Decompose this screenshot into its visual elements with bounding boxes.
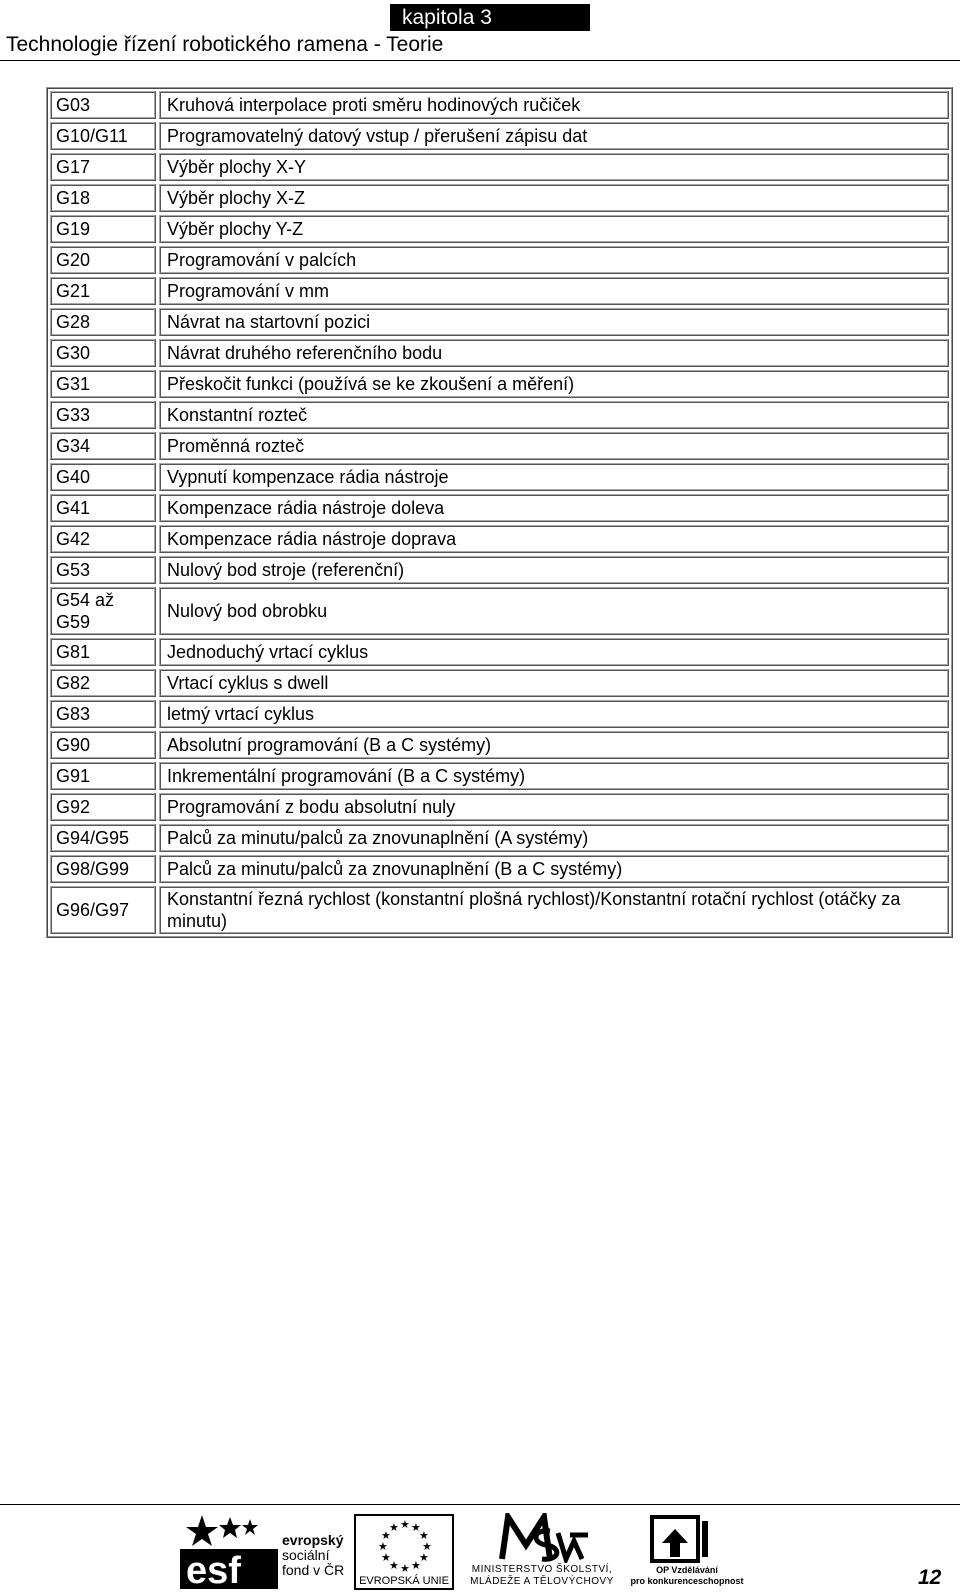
msmt-line-1: MINISTERSTVO ŠKOLSTVÍ,	[471, 1564, 613, 1575]
code-cell: G19	[50, 215, 156, 243]
table-row	[50, 184, 949, 212]
eu-label: EVROPSKÁ UNIE	[359, 1575, 449, 1587]
eu-star-icon: ★	[400, 1518, 410, 1531]
code-cell: G18	[50, 184, 156, 212]
eu-stars-icon	[356, 1516, 452, 1576]
esf-logo	[180, 1513, 350, 1591]
table-row	[50, 638, 949, 666]
table-row	[50, 556, 949, 584]
eu-logo	[354, 1514, 454, 1590]
code-cell: G92	[50, 793, 156, 821]
code-cell: G40	[50, 463, 156, 491]
op-logo	[628, 1513, 746, 1591]
description-cell: Palců za minutu/palců za znovunaplnění (B a C systémy)	[159, 855, 949, 883]
table-row	[50, 401, 949, 429]
chapter-badge: kapitola 3	[390, 4, 590, 31]
code-cell: G91	[50, 762, 156, 790]
table-row	[50, 855, 949, 883]
code-cell: G54 až G59	[50, 587, 156, 635]
code-cell: G28	[50, 308, 156, 336]
table-row	[50, 463, 949, 491]
eu-star-icon: ★	[378, 1540, 388, 1553]
code-cell: G41	[50, 494, 156, 522]
description-cell: letmý vrtací cyklus	[159, 700, 949, 728]
description-cell: Kompenzace rádia nástroje doprava	[159, 525, 949, 553]
eu-star-icon: ★	[419, 1551, 429, 1564]
description-cell: Výběr plochy Y-Z	[159, 215, 949, 243]
table-row	[50, 731, 949, 759]
description-cell: Palců za minutu/palců za znovunaplnění (A systémy)	[159, 824, 949, 852]
code-cell: G42	[50, 525, 156, 553]
msmt-monogram-icon	[462, 1513, 622, 1563]
eu-star-icon: ★	[380, 1529, 391, 1542]
msmt-logo	[462, 1513, 622, 1591]
eu-star-icon: ★	[389, 1520, 399, 1534]
table-row	[50, 308, 949, 336]
description-cell: Programovatelný datový vstup / přerušení zápisu dat	[159, 122, 949, 150]
code-cell: G17	[50, 153, 156, 181]
document-title: Technologie řízení robotického ramena - Teorie	[6, 33, 444, 56]
description-cell: Vypnutí kompenzace rádia nástroje	[159, 463, 949, 491]
code-cell: G03	[50, 91, 156, 119]
table-row	[50, 700, 949, 728]
description-cell: Přeskočit funkci (používá se ke zkoušení a měření)	[159, 370, 949, 398]
code-cell: G20	[50, 246, 156, 274]
description-cell: Kompenzace rádia nástroje doleva	[159, 494, 949, 522]
esf-caption	[282, 1533, 344, 1578]
table-row	[50, 886, 949, 934]
esf-emblem-icon	[180, 1513, 280, 1591]
description-cell: Vrtací cyklus s dwell	[159, 669, 949, 697]
eu-star-icon: ★	[380, 1551, 391, 1564]
description-cell: Konstantní rozteč	[159, 401, 949, 429]
table-row	[50, 432, 949, 460]
description-cell: Nulový bod stroje (referenční)	[159, 556, 949, 584]
table-row	[50, 525, 949, 553]
table-row	[50, 246, 949, 274]
table-row	[50, 824, 949, 852]
description-cell: Konstantní řezná rychlost (konstantní plošná rychlost)/Konstantní rotační rychlost (otáčky za minutu)	[159, 886, 949, 934]
description-cell: Programování z bodu absolutní nuly	[159, 793, 949, 821]
table-row	[50, 215, 949, 243]
code-cell: G34	[50, 432, 156, 460]
table-row	[50, 587, 949, 635]
code-cell: G94/G95	[50, 824, 156, 852]
code-cell: G21	[50, 277, 156, 305]
op-line-1: OP Vzdělávání	[656, 1565, 718, 1575]
esf-line-3: fond v ČR	[282, 1562, 345, 1578]
header-divider	[0, 60, 960, 61]
table-row	[50, 91, 949, 119]
table-row	[50, 277, 949, 305]
description-cell: Výběr plochy X-Y	[159, 153, 949, 181]
g-code-table	[46, 87, 953, 938]
esf-line-2: sociální	[282, 1547, 330, 1563]
code-cell: G81	[50, 638, 156, 666]
table-row	[50, 494, 949, 522]
table-row	[50, 153, 949, 181]
description-cell: Nulový bod obrobku	[159, 587, 949, 635]
description-cell: Programování v palcích	[159, 246, 949, 274]
code-cell: G10/G11	[50, 122, 156, 150]
description-cell: Programování v mm	[159, 277, 949, 305]
svg-text:esf: esf	[186, 1550, 241, 1591]
page-number: 12	[918, 1566, 942, 1589]
code-cell: G33	[50, 401, 156, 429]
op-line-2: pro konkurenceschopnost	[630, 1576, 744, 1586]
table-row	[50, 370, 949, 398]
table-row	[50, 669, 949, 697]
code-cell: G82	[50, 669, 156, 697]
op-emblem-icon	[628, 1513, 746, 1565]
eu-star-icon: ★	[411, 1520, 421, 1534]
code-cell: G31	[50, 370, 156, 398]
code-cell: G30	[50, 339, 156, 367]
esf-line-1: evropský	[282, 1532, 344, 1548]
code-cell: G96/G97	[50, 886, 156, 934]
description-cell: Inkrementální programování (B a C systémy)	[159, 762, 949, 790]
table-row	[50, 793, 949, 821]
description-cell: Proměnná rozteč	[159, 432, 949, 460]
code-cell: G53	[50, 556, 156, 584]
description-cell: Kruhová interpolace proti směru hodinových ručiček	[159, 91, 949, 119]
footer-divider	[0, 1504, 960, 1505]
eu-star-icon: ★	[419, 1529, 429, 1542]
msmt-caption	[462, 1564, 622, 1588]
table-row	[50, 762, 949, 790]
description-cell: Návrat na startovní pozici	[159, 308, 949, 336]
msmt-line-2: MLÁDEŽE A TĚLOVÝCHOVY	[470, 1576, 614, 1587]
code-cell: G90	[50, 731, 156, 759]
description-cell: Jednoduchý vrtací cyklus	[159, 638, 949, 666]
op-caption	[628, 1565, 746, 1587]
eu-star-icon: ★	[422, 1540, 432, 1553]
description-cell: Absolutní programování (B a C systémy)	[159, 731, 949, 759]
description-cell: Výběr plochy X-Z	[159, 184, 949, 212]
eu-star-icon: ★	[389, 1559, 399, 1573]
description-cell: Návrat druhého referenčního bodu	[159, 339, 949, 367]
eu-star-icon: ★	[411, 1559, 421, 1573]
code-cell: G98/G99	[50, 855, 156, 883]
code-cell: G83	[50, 700, 156, 728]
table-row	[50, 122, 949, 150]
table-row	[50, 339, 949, 367]
eu-star-icon: ★	[400, 1562, 410, 1575]
